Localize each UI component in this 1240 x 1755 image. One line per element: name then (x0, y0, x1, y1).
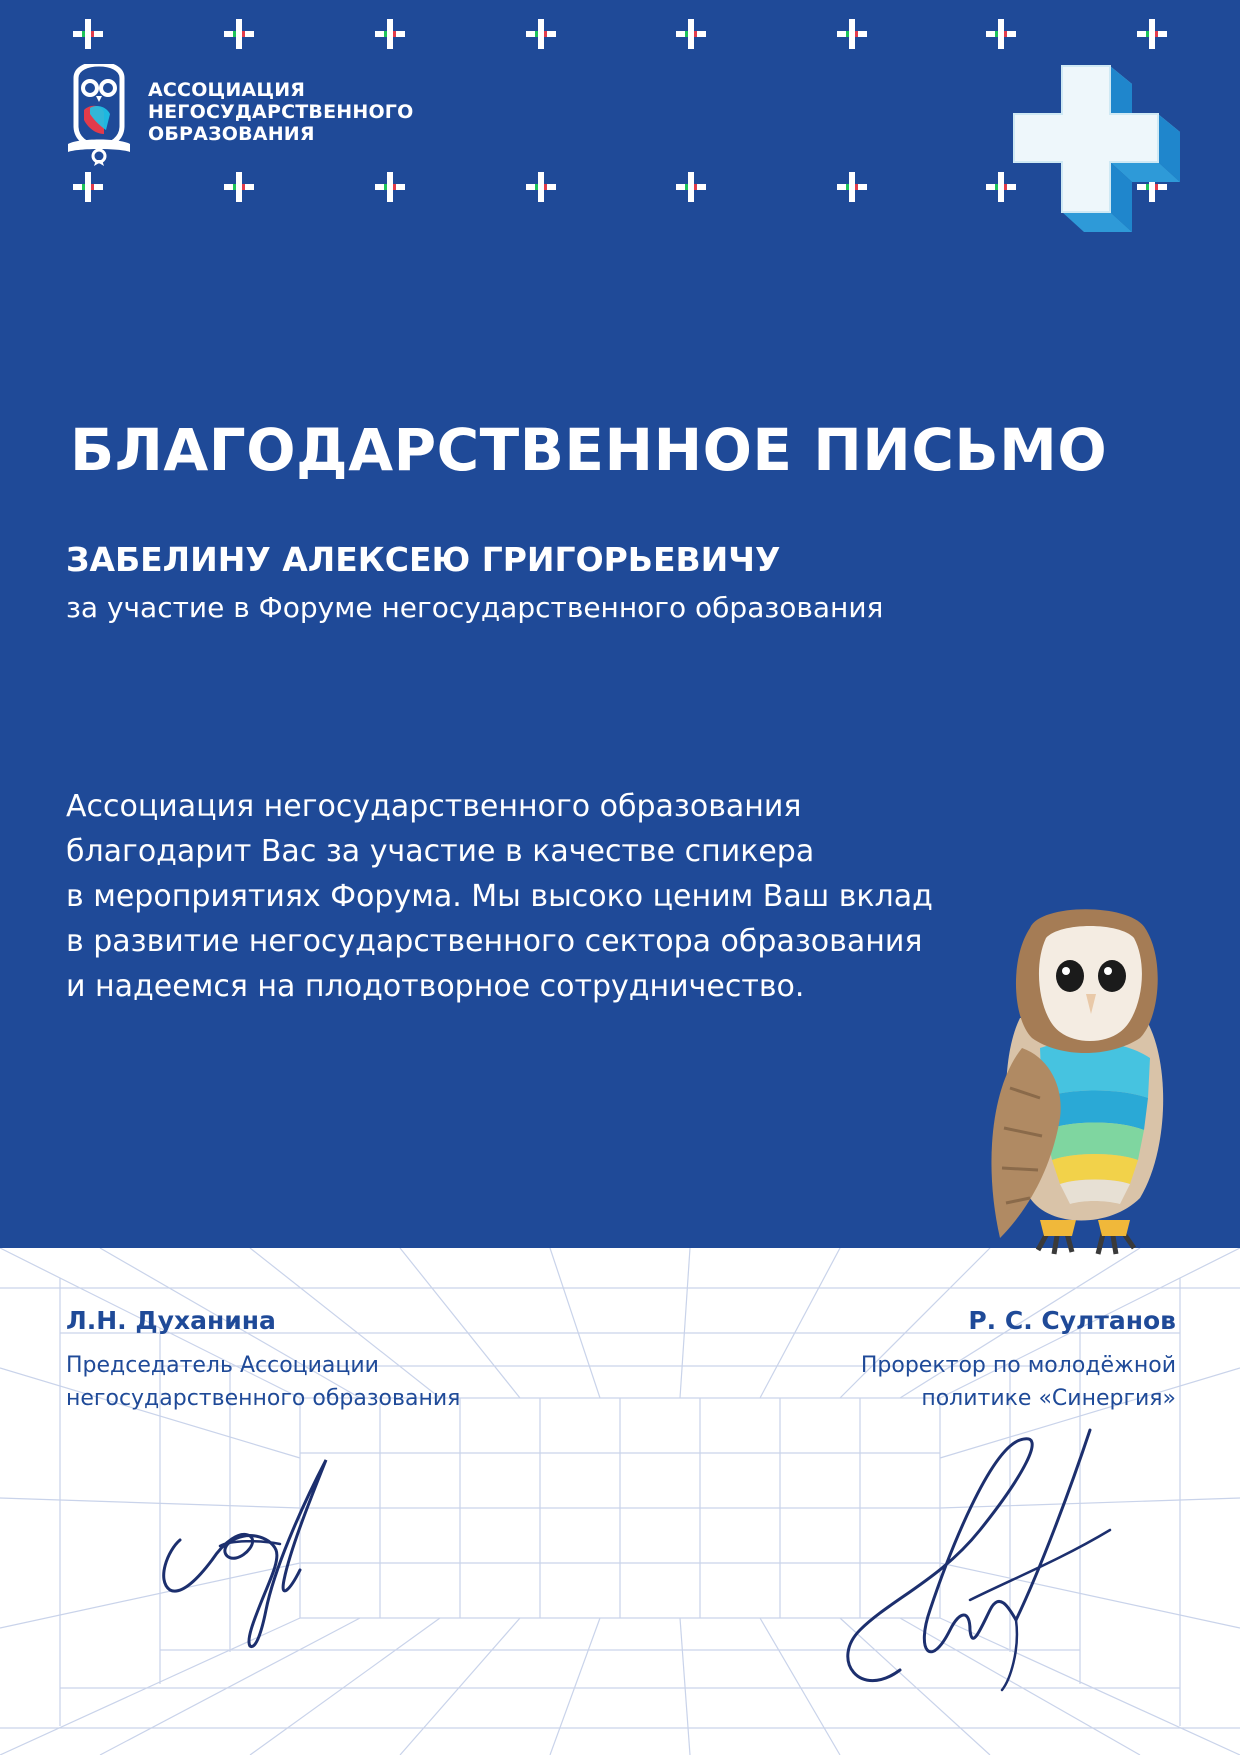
big-cross-icon (1000, 62, 1180, 238)
plus-icon (676, 19, 706, 49)
plus-icon (73, 172, 103, 202)
signature-left-icon (150, 1440, 390, 1660)
logo-line: АССОЦИАЦИЯ (148, 79, 306, 101)
plus-icon (526, 19, 556, 49)
plus-icon (375, 172, 405, 202)
logo-text (148, 79, 413, 145)
letter-title: БЛАГОДАРСТВЕННОЕ ПИСЬМО (70, 416, 1108, 484)
plus-icon (837, 172, 867, 202)
body-line: и надеемся на плодотворное сотрудничество. (66, 969, 805, 1004)
body-line: в мероприятиях Форума. Мы высоко ценим Ваш вклад (66, 879, 933, 914)
plus-icon (375, 19, 405, 49)
body-line: Ассоциация негосударственного образования (66, 789, 802, 824)
owl-logo-icon (66, 64, 132, 166)
plus-icon (224, 19, 254, 49)
signatory-left-role (66, 1349, 460, 1415)
award-reason: за участие в Форуме негосударственного образования (66, 591, 884, 624)
body-line: в развитие негосударственного сектора образования (66, 924, 923, 959)
plus-icon (1137, 19, 1167, 49)
logo-line: НЕГОСУДАРСТВЕННОГО (148, 101, 414, 123)
role-line: негосударственного образования (66, 1386, 461, 1411)
signatory-left-name: Л.Н. Духанина (66, 1306, 276, 1335)
body-line: благодарит Вас за участие в качестве спикера (66, 834, 815, 869)
plus-icon (526, 172, 556, 202)
plus-icon (676, 172, 706, 202)
plus-icon (837, 19, 867, 49)
signature-right-icon (820, 1410, 1120, 1710)
plus-icon (224, 172, 254, 202)
signatory-right-name: Р. С. Султанов (968, 1306, 1176, 1335)
role-line: Проректор по молодёжной (860, 1353, 1176, 1378)
signatory-right-role (861, 1349, 1176, 1415)
letter-body (66, 784, 1006, 1009)
role-line: политике «Синергия» (921, 1386, 1176, 1411)
logo-line: ОБРАЗОВАНИЯ (148, 123, 315, 145)
plus-icon (986, 19, 1016, 49)
role-line: Председатель Ассоциации (66, 1353, 379, 1378)
association-logo (66, 64, 446, 168)
owl-mascot-icon (980, 898, 1190, 1268)
plus-icon (73, 19, 103, 49)
recipient-name: ЗАБЕЛИНУ АЛЕКСЕЮ ГРИГОРЬЕВИЧУ (66, 540, 781, 579)
